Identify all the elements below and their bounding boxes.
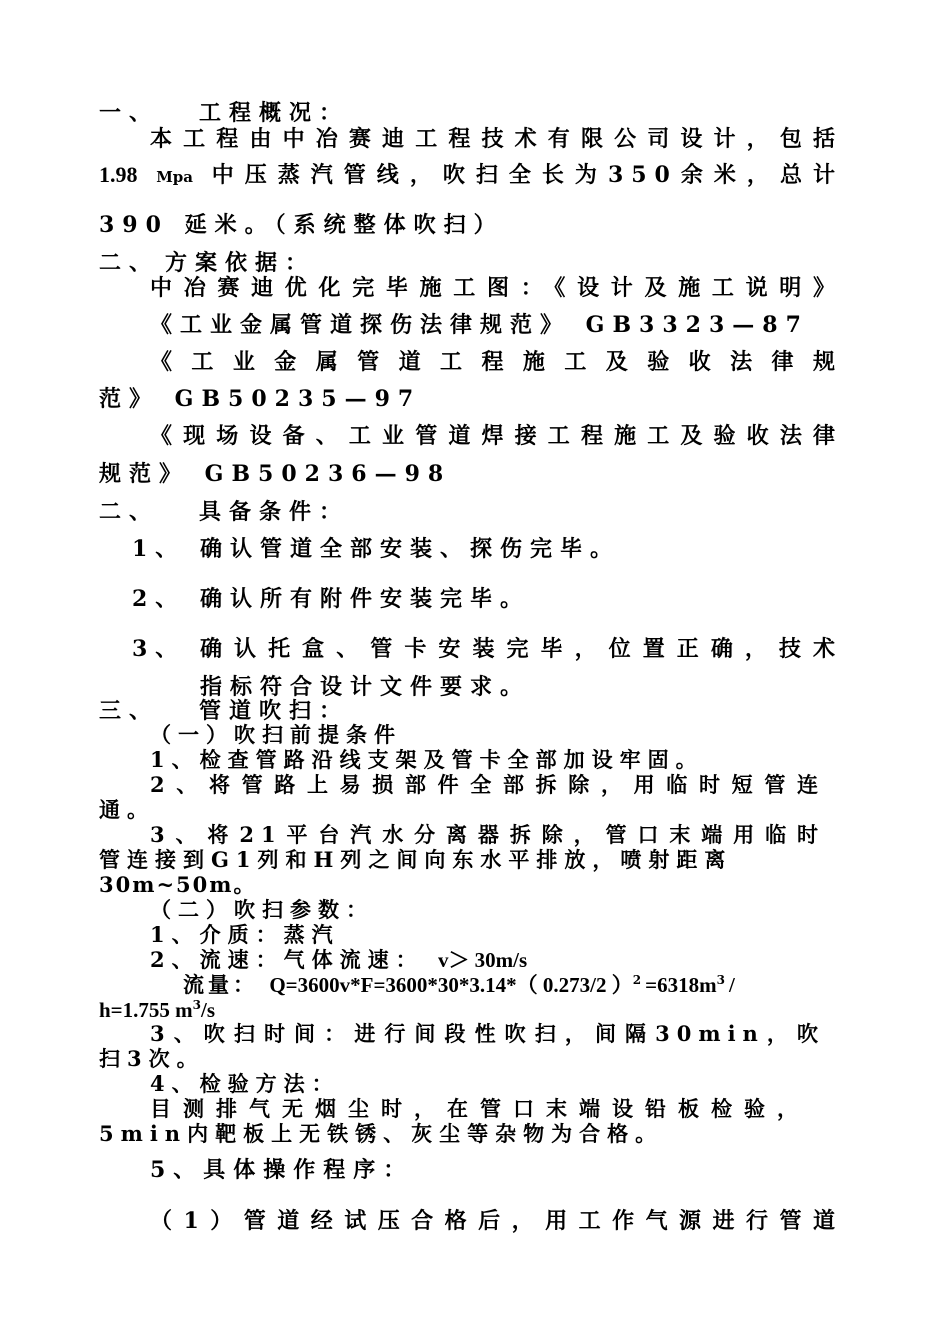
inspection-text-1: 目测排气无烟尘时，在管口末端设铅板检验， [150, 1096, 805, 1121]
procedure-step-1: （1）管道经试压合格后，用工作气源进行管道 [150, 1208, 843, 1234]
precondition-3-cont-2: 30m~50m。 [99, 872, 257, 897]
basis-line-4: 范》 GB50235—97 [99, 386, 422, 412]
condition-item-1 [132, 534, 843, 564]
section-2-number: 二、 [99, 250, 160, 276]
condition-item-1-text: 确认管道全部安装、探伤完毕。 [200, 536, 621, 562]
condition-item-1-number: 1、 [132, 536, 186, 562]
param-duration-cont: 扫3次。 [99, 1046, 205, 1071]
basis-line-2: 《工业金属管道探伤法律规范》 GB3323—87 [150, 312, 809, 338]
param-flow: 流量： Q=3600v*F=3600*30*3.14*（ 0.273/2 ）$^2=6318m^3/$ [183, 972, 735, 997]
precondition-2-cont: 通。 [99, 797, 155, 822]
param-inspection: 4、检验方法： [150, 1071, 340, 1096]
basis-line-5: 《现场设备、工业管道焊接工程施工及验收法律 [150, 423, 843, 449]
section-2-title: 方案依据： [165, 250, 316, 276]
subsection-2-title: （二）吹扫参数： [150, 897, 374, 922]
section-1-para-line-3: 390 延米。（系统整体吹扫） [99, 212, 504, 238]
precondition-2: 2、将管路上易损部件全部拆除，用临时短管连 [150, 772, 825, 797]
condition-item-2-number: 2、 [132, 586, 186, 612]
section-4-number: 三、 [99, 698, 160, 724]
condition-item-2 [132, 584, 843, 614]
param-medium: 1、介质：蒸汽 [150, 922, 340, 947]
basis-line-1: 中冶赛迪优化完毕施工图：《设计及施工说明》 [150, 275, 843, 301]
param-duration: 3、吹扫时间：进行间段性吹扫，间隔30min，吹 [150, 1021, 825, 1046]
param-flow-cont: h=1.755 $m^3/s$ [99, 998, 216, 1022]
section-1-para-line-2: 1.98 Mpa 中压蒸汽管线，吹扫全长为350余米，总计 [99, 162, 843, 188]
condition-item-2-text: 确认所有附件安装完毕。 [200, 586, 531, 612]
section-3-heading [99, 497, 843, 527]
section-3-title: 具备条件： [199, 499, 350, 525]
subsection-1-title: （一）吹扫前提条件 [150, 722, 402, 747]
precondition-1: 1、检查管路沿线支架及管卡全部加设牢固。 [150, 747, 704, 772]
precondition-3-cont-1: 管连接到G1列和H列之间向东水平排放，喷射距离 [99, 847, 733, 872]
section-1-number: 一、 [99, 100, 160, 126]
condition-item-3-text-1: 确认托盒、管卡安装完毕，位置正确，技术 [200, 636, 843, 662]
basis-line-6: 规范》 GB50236—98 [99, 461, 452, 487]
section-4-title: 管道吹扫： [199, 698, 350, 724]
condition-item-3-text-2: 指标符合设计文件要求。 [200, 674, 531, 700]
section-3-number: 二、 [99, 499, 160, 525]
param-velocity: 2、流速：气体流速： v＞ 30m/s [150, 947, 528, 972]
section-1-title: 工程概况： [199, 100, 350, 126]
basis-line-3: 《工业金属管道工程施工及验收法律规 [150, 349, 843, 375]
condition-item-3-number: 3、 [132, 636, 186, 662]
precondition-3: 3、将21平台汽水分离器拆除，管口末端用临时 [150, 822, 825, 847]
inspection-text-2: 5min内靶板上无铁锈、灰尘等杂物为合格。 [99, 1121, 664, 1146]
procedure-title: 5、具体操作程序： [150, 1157, 414, 1183]
section-1-para-line-1: 本工程由中冶赛迪工程技术有限公司设计，包括 [150, 126, 843, 152]
